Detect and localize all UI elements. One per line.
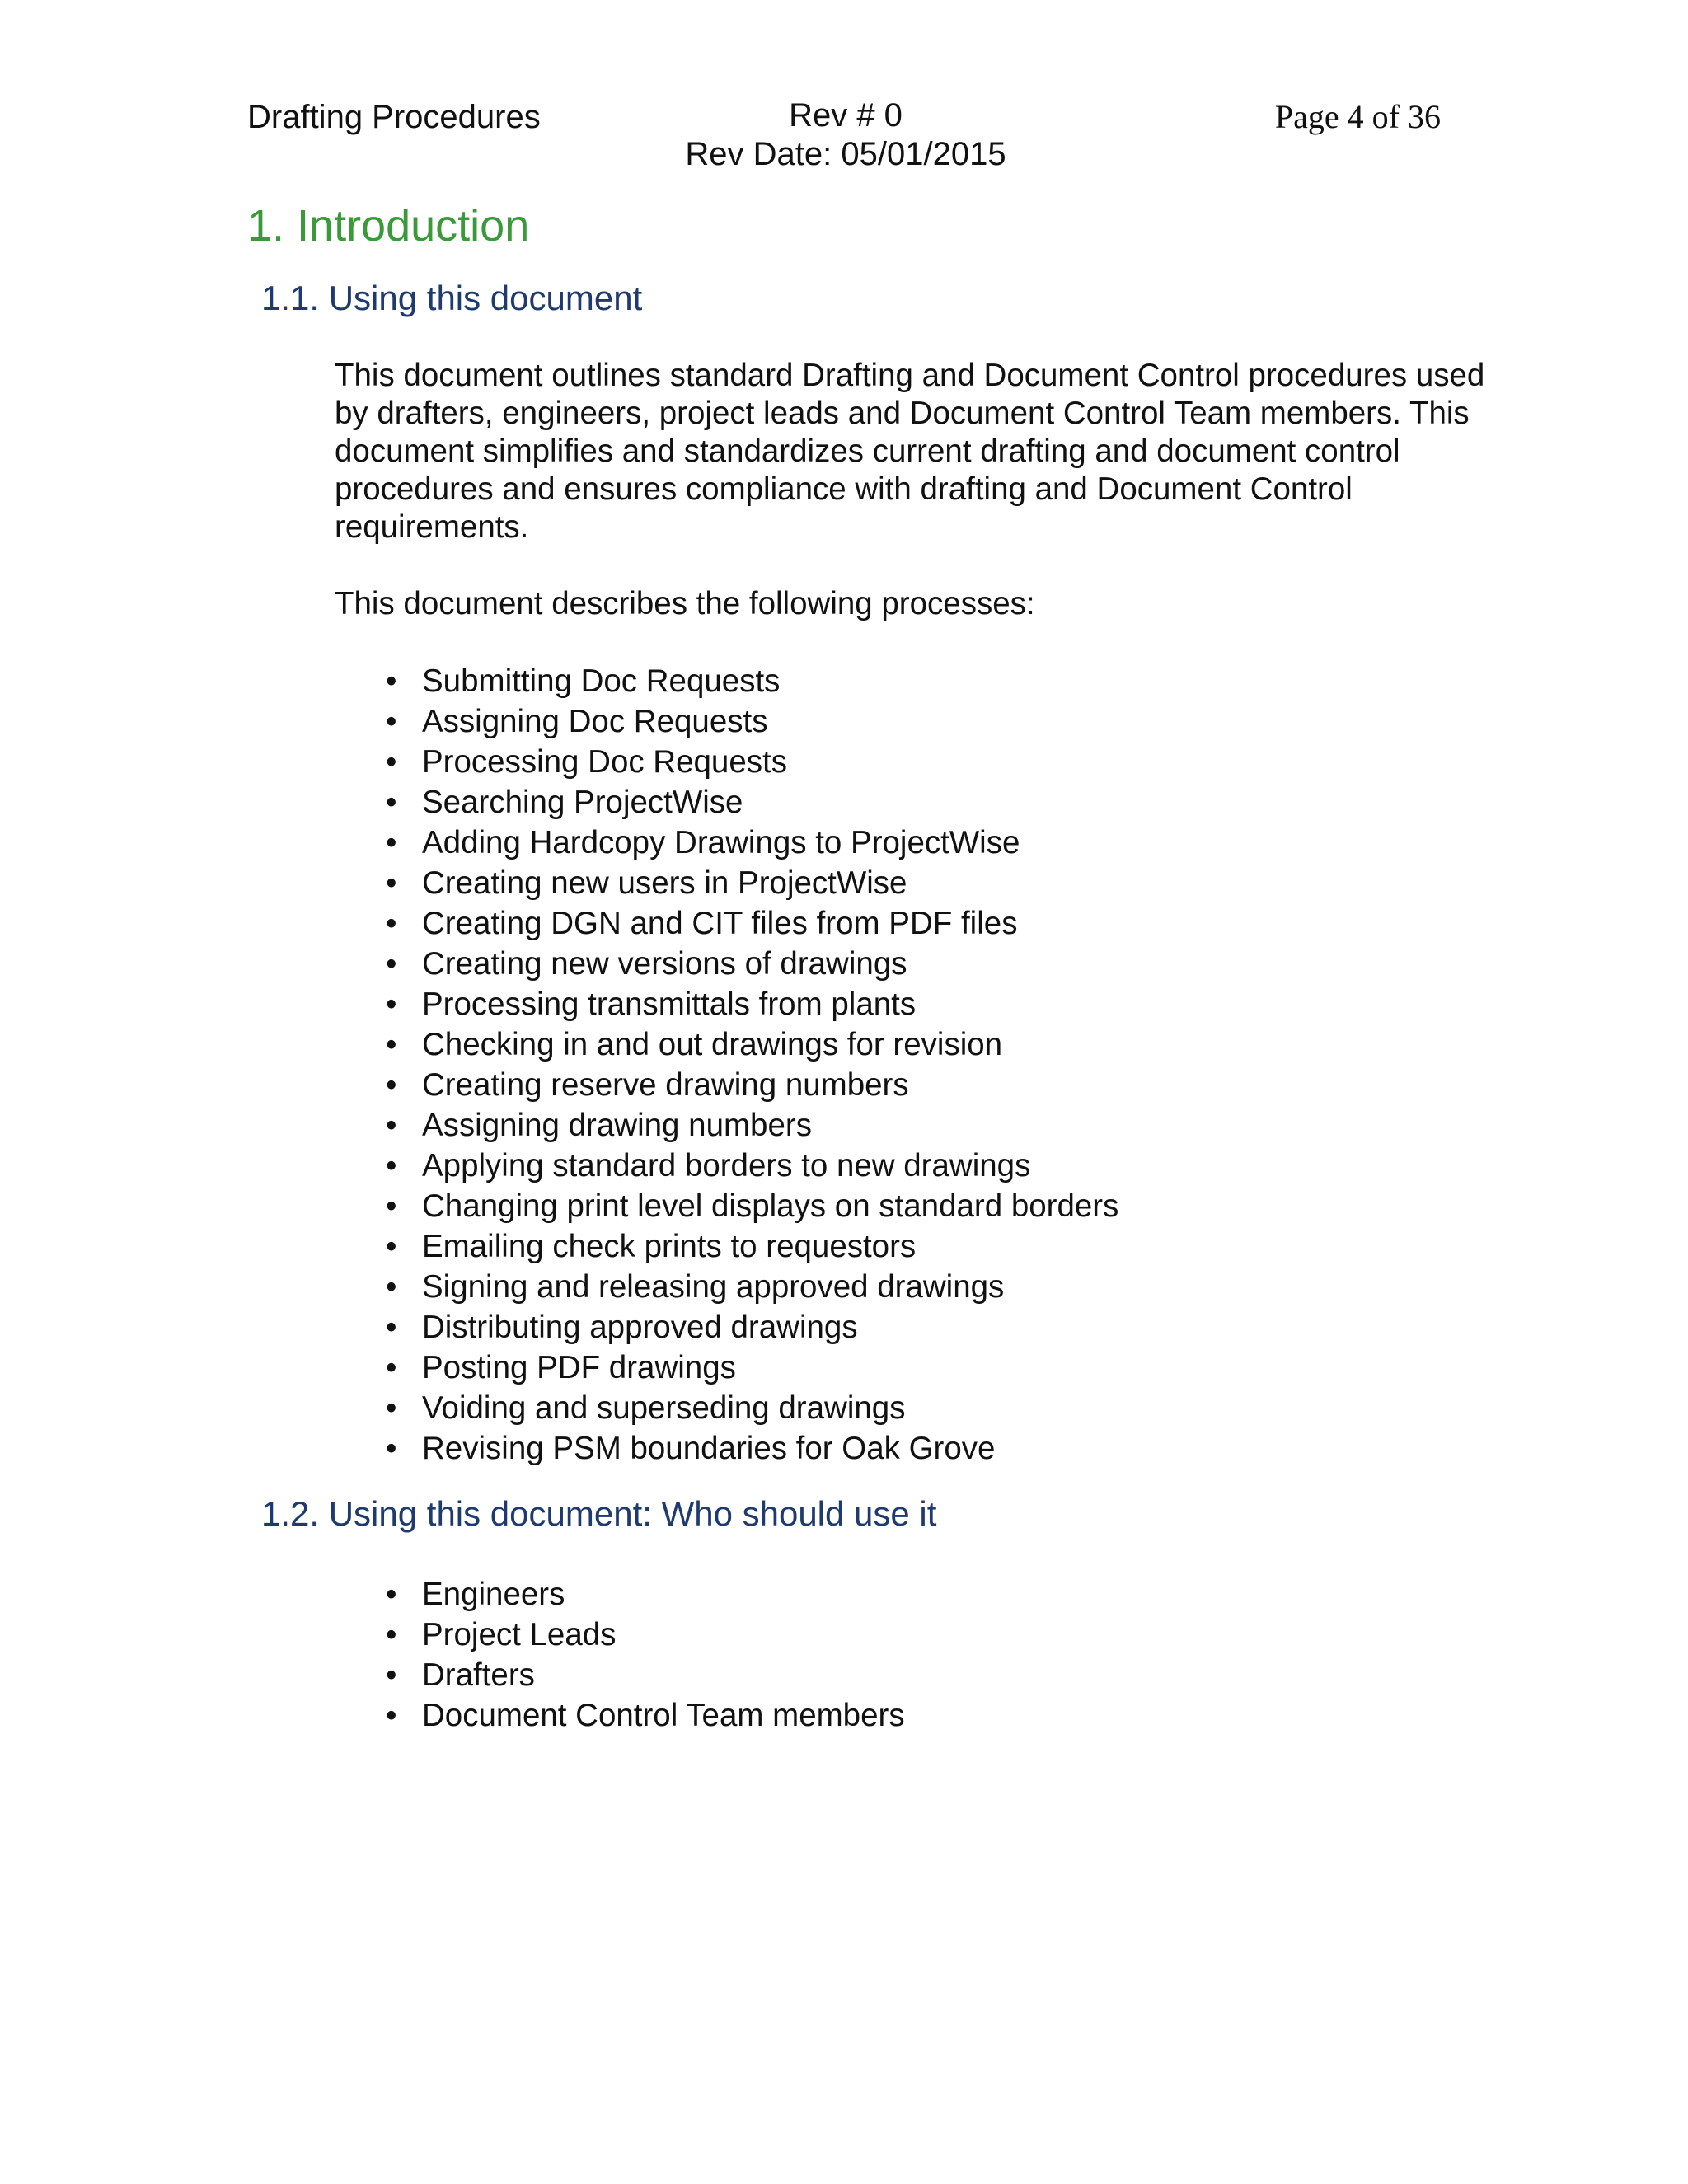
list-item [386,823,1118,863]
intro-paragraph-block [335,357,1489,546]
list-item [386,863,1118,903]
list-item [386,1388,1118,1428]
audience-list [386,1574,905,1736]
processes-intro: This document describes the following processes: [335,586,1035,621]
list-item [386,1655,905,1695]
list-item-text: Distributing approved drawings [422,1310,858,1345]
bullet-icon: • [386,865,397,901]
list-item-text: Applying standard borders to new drawings [422,1148,1031,1183]
bullet-icon: • [386,1698,397,1733]
bullet-icon: • [386,1229,397,1264]
list-item-text: Assigning Doc Requests [422,704,768,739]
section-heading-introduction: 1. Introduction [247,201,530,251]
list-item-text: Checking in and out drawings for revision [422,1027,1003,1062]
list-item-text: Project Leads [422,1617,617,1652]
list-item [386,1695,905,1736]
list-item [386,1267,1118,1307]
list-item-text: Assigning drawing numbers [422,1108,812,1143]
list-item-text: Document Control Team members [422,1698,905,1733]
bullet-icon: • [386,704,397,739]
header-rev-date: Rev Date: 05/01/2015 [685,136,1006,172]
list-item [386,984,1118,1024]
subsection-heading-who-should-use: 1.2. Using this document: Who should use it [261,1494,937,1533]
list-item [386,1146,1118,1186]
bullet-icon: • [386,946,397,982]
list-item [386,742,1118,782]
list-item-text: Revising PSM boundaries for Oak Grove [422,1431,996,1466]
list-item-text: Adding Hardcopy Drawings to ProjectWise [422,825,1020,860]
header-revision [685,96,1006,174]
list-item [386,1574,905,1615]
bullet-icon: • [386,906,397,941]
bullet-icon: • [386,825,397,860]
intro-paragraph: This document outlines standard Drafting and Document Control procedures used by drafters, engineers, project leads and Document Control Team members. This document simplifies and standardizes current drafting and document control procedures and ensures compliance with drafting and Document Control requirements. [335,358,1485,545]
list-item [386,701,1118,742]
list-item-text: Processing Doc Requests [422,744,787,780]
list-item [386,1428,1118,1469]
bullet-icon: • [386,1188,397,1224]
bullet-icon: • [386,1067,397,1103]
bullet-icon: • [386,1027,397,1062]
bullet-icon: • [386,1310,397,1345]
bullet-icon: • [386,785,397,820]
bullet-icon: • [386,1148,397,1183]
bullet-icon: • [386,1431,397,1466]
processes-intro-block [335,585,1489,623]
header-doc-title: Drafting Procedures [247,99,541,135]
bullet-icon: • [386,1269,397,1305]
subsection-heading-using-document: 1.1. Using this document [261,279,643,317]
list-item [386,1347,1118,1388]
list-item [386,1307,1118,1347]
process-list [386,661,1118,1469]
list-item-text: Signing and releasing approved drawings [422,1269,1005,1305]
list-item-text: Submitting Doc Requests [422,663,781,699]
bullet-icon: • [386,1108,397,1143]
list-item [386,944,1118,984]
list-item-text: Drafters [422,1657,535,1693]
list-item-text: Processing transmittals from plants [422,987,917,1022]
bullet-icon: • [386,1617,397,1652]
list-item-text: Creating reserve drawing numbers [422,1067,909,1103]
bullet-icon: • [386,1657,397,1693]
list-item-text: Engineers [422,1577,565,1612]
list-item [386,1226,1118,1267]
bullet-icon: • [386,663,397,699]
list-item [386,1186,1118,1226]
list-item-text: Emailing check prints to requestors [422,1229,917,1264]
bullet-icon: • [386,1350,397,1385]
list-item [386,782,1118,823]
list-item-text: Creating new versions of drawings [422,946,907,982]
list-item [386,1065,1118,1105]
list-item [386,661,1118,701]
list-item-text: Creating DGN and CIT files from PDF files [422,906,1018,941]
list-item-text: Voiding and superseding drawings [422,1390,906,1426]
list-item-text: Creating new users in ProjectWise [422,865,907,901]
list-item [386,1024,1118,1065]
list-item [386,903,1118,944]
bullet-icon: • [386,987,397,1022]
list-item [386,1615,905,1655]
list-item [386,1105,1118,1146]
list-item-text: Changing print level displays on standard borders [422,1188,1119,1224]
header-page-number: Page 4 of 36 [1274,98,1441,135]
list-item-text: Searching ProjectWise [422,785,743,820]
bullet-icon: • [386,744,397,780]
list-item-text: Posting PDF drawings [422,1350,736,1385]
bullet-icon: • [386,1577,397,1612]
header-rev-number: Rev # 0 [789,97,903,134]
bullet-icon: • [386,1390,397,1426]
